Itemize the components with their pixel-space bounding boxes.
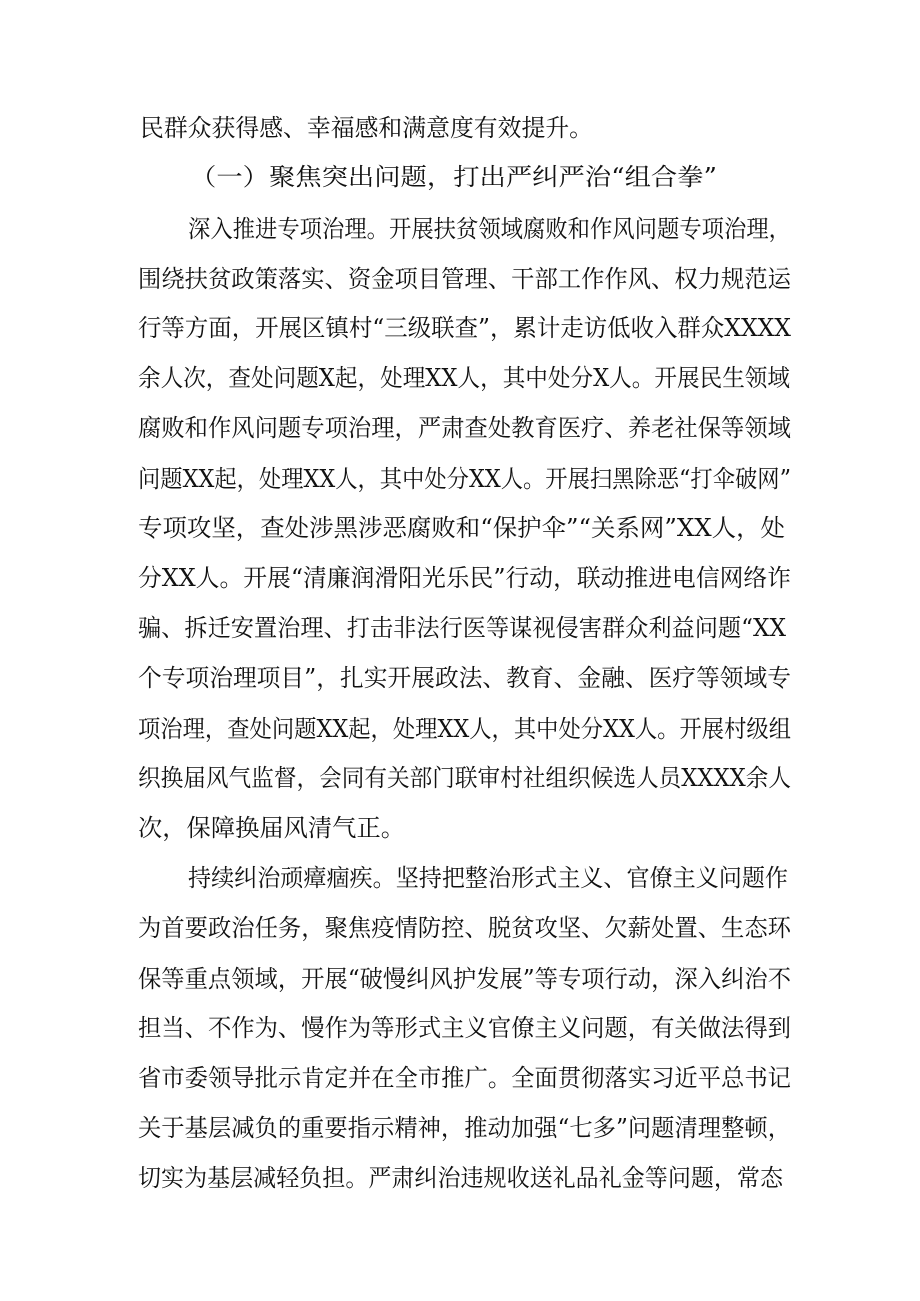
paragraph-line: 腐败和作风问题专项治理，严肃查处教育医疗、养老社保等领域 <box>138 414 791 442</box>
paragraph-tail-line: 民群众获得感、幸福感和满意度有效提升。 <box>140 114 593 142</box>
paragraph-last-line: 次，保障换届风清气正。 <box>138 814 405 842</box>
paragraph-line: 专项攻坚，查处涉黑涉恶腐败和“保护伞”“关系网”XX人，处 <box>138 514 785 542</box>
paragraph-line: 余人次，查处问题X起，处理XX人，其中处分X人。开展民生领域 <box>138 364 790 392</box>
text-line <box>0 1108 920 1148</box>
text-line <box>0 608 920 648</box>
text-line <box>0 558 920 598</box>
paragraph-first-line: 持续纠治顽瘴痼疾。坚持把整治形式主义、官僚主义问题作 <box>188 864 788 892</box>
paragraph-line: 行等方面，开展区镇村“三级联查”，累计走访低收入群众XXXX <box>138 314 791 342</box>
text-line <box>0 358 920 398</box>
text-line <box>0 308 920 348</box>
text-line <box>0 508 920 548</box>
paragraph-line: 织换届风气监督，会同有关部门联审村社组织候选人员XXXX余人 <box>138 764 791 792</box>
text-line <box>0 658 920 698</box>
text-line <box>0 709 920 749</box>
section-heading: （一）聚焦突出问题，打出严纠严治“组合拳” <box>190 163 717 191</box>
text-line <box>0 959 920 999</box>
paragraph-line: 项治理，查处问题XX起，处理XX人，其中处分XX人。开展村级组 <box>138 715 791 743</box>
text-line <box>0 858 920 898</box>
text-line <box>0 1058 920 1098</box>
paragraph-line: 省市委领导批示肯定并在全市推广。全面贯彻落实习近平总书记 <box>138 1064 791 1092</box>
paragraph-first-line: 深入推进专项治理。开展扶贫领域腐败和作风问题专项治理， <box>188 215 791 243</box>
paragraph-line: 骗、拆迁安置治理、打击非法行医等谋视侵害群众利益问题“XX <box>138 614 786 642</box>
text-line <box>0 108 920 148</box>
text-line <box>0 157 920 197</box>
paragraph-line: 关于基层减负的重要指示精神，推动加强“七多”问题清理整顿， <box>138 1114 791 1142</box>
text-line <box>0 209 920 249</box>
text-line <box>0 408 920 448</box>
paragraph-line: 个专项治理项目”，扎实开展政法、教育、金融、医疗等领域专 <box>138 664 791 692</box>
text-line <box>0 1158 920 1198</box>
paragraph-line: 围绕扶贫政策落实、资金项目管理、干部工作作风、权力规范运 <box>138 265 791 293</box>
paragraph-line: 为首要政治任务，聚焦疫情防控、脱贫攻坚、欠薪处置、生态环 <box>138 914 791 942</box>
text-line <box>0 808 920 848</box>
text-line <box>0 259 920 299</box>
paragraph-line: 问题XX起，处理XX人，其中处分XX人。开展扫黑除恶“打伞破网” <box>138 465 791 493</box>
paragraph-line: 担当、不作为、慢作为等形式主义官僚主义问题，有关做法得到 <box>138 1014 791 1042</box>
text-line <box>0 459 920 499</box>
text-line <box>0 1008 920 1048</box>
paragraph-line: 切实为基层减轻负担。严肃纠治违规收送礼品礼金等问题，常态 <box>138 1164 783 1192</box>
paragraph-line: 分XX人。开展“清廉润滑阳光乐民”行动，联动推进电信网络诈 <box>138 564 791 592</box>
paragraph-line: 保等重点领域，开展“破慢纠风护发展”等专项行动，深入纠治不 <box>138 965 791 993</box>
text-line <box>0 908 920 948</box>
text-line <box>0 758 920 798</box>
